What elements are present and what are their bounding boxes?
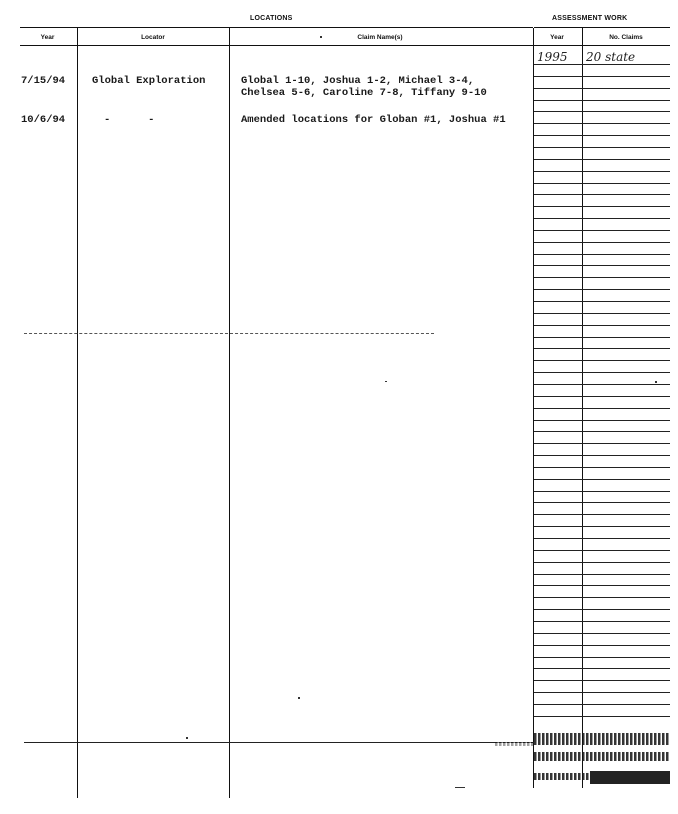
ruled-row-line <box>534 550 670 551</box>
ruled-row-line <box>534 526 670 527</box>
ruled-row-line <box>534 325 670 326</box>
scan-speck <box>320 36 322 38</box>
ruled-row-line <box>534 585 670 586</box>
ruled-row-line <box>534 479 670 480</box>
ruled-row-line <box>534 668 670 669</box>
ruled-row-line <box>534 123 670 124</box>
ruled-row-line <box>534 88 670 89</box>
ruled-row-line <box>534 100 670 101</box>
ruled-row-line <box>534 609 670 610</box>
entry-claims-line2: Chelsea 5-6, Caroline 7-8, Tiffany 9-10 <box>241 87 487 99</box>
divider-locator-claims <box>229 28 230 798</box>
header-bottom-rule <box>20 45 670 46</box>
assess-year-column-label: Year <box>550 34 564 41</box>
ruled-row-line <box>534 265 670 266</box>
ruled-row-line <box>534 491 670 492</box>
ruled-row-line <box>534 171 670 172</box>
year-column-label: Year <box>40 34 55 41</box>
header-top-rule <box>20 27 533 28</box>
bottom-rule <box>24 742 534 743</box>
scan-speck <box>186 737 188 739</box>
ruled-row-line <box>534 183 670 184</box>
scan-noise-band <box>534 752 670 761</box>
ruled-row-line <box>534 301 670 302</box>
entry-year: 10/6/94 <box>21 114 66 126</box>
ruled-row-line <box>534 420 670 421</box>
ruled-row-line <box>534 431 670 432</box>
no-claims-column-label: No. Claims <box>609 34 643 41</box>
ruled-row-line <box>534 443 670 444</box>
ruled-row-line <box>534 277 670 278</box>
ruled-row-line <box>534 313 670 314</box>
ruled-row-line <box>534 135 670 136</box>
scan-speck <box>298 697 300 699</box>
divider-year-locator <box>77 28 78 798</box>
ruled-row-line <box>534 657 670 658</box>
ruled-row-line <box>534 514 670 515</box>
ruled-row-line <box>534 76 670 77</box>
assess-header-top-rule <box>534 27 670 28</box>
entry-locator: - - <box>104 114 155 126</box>
ruled-row-line <box>534 538 670 539</box>
ruled-row-line <box>534 455 670 456</box>
ruled-row-line <box>534 716 670 717</box>
scan-speck <box>455 787 465 788</box>
ruled-row-line <box>534 692 670 693</box>
assess-year-handwritten: 1995 <box>537 50 568 64</box>
entry-year: 7/15/94 <box>21 75 66 87</box>
ruled-row-line <box>534 159 670 160</box>
ruled-row-line <box>534 147 670 148</box>
ruled-row-line <box>534 242 670 243</box>
assessment-work-header: ASSESSMENT WORK <box>552 15 628 22</box>
ruled-row-line <box>534 337 670 338</box>
ruled-row-line <box>534 194 670 195</box>
ruled-row-line <box>534 254 670 255</box>
ruled-row-line <box>534 111 670 112</box>
ruled-row-line <box>534 704 670 705</box>
ruled-row-line <box>534 384 670 385</box>
ruled-row-line <box>534 574 670 575</box>
ruled-row-line <box>534 633 670 634</box>
entry-locator: Global Exploration <box>92 75 206 87</box>
ruled-row-line <box>534 680 670 681</box>
ruled-row-line <box>534 467 670 468</box>
ruled-row-line <box>534 396 670 397</box>
scan-speck <box>655 381 657 383</box>
entry-claims-line1: Amended locations for Globan #1, Joshua #1 <box>241 114 506 126</box>
claim-names-column-label: Claim Name(s) <box>357 34 403 41</box>
ruled-row-line <box>534 64 670 65</box>
ruled-row-line <box>534 562 670 563</box>
ruled-row-line <box>534 621 670 622</box>
ruled-row-line <box>534 218 670 219</box>
ruled-row-line <box>534 597 670 598</box>
ruled-row-line <box>534 206 670 207</box>
scan-noise-band <box>534 733 670 745</box>
ruled-row-line <box>534 372 670 373</box>
scan-noise-band <box>534 773 590 780</box>
ruled-row-line <box>534 408 670 409</box>
ruled-row-line <box>534 230 670 231</box>
entry-claims-line1: Global 1-10, Joshua 1-2, Michael 3-4, <box>241 75 475 87</box>
locator-column-label: Locator <box>141 34 165 41</box>
scan-speck <box>385 381 387 382</box>
assess-claims-handwritten: 20 state <box>586 50 636 64</box>
locations-header: LOCATIONS <box>250 15 293 22</box>
ruled-row-line <box>534 645 670 646</box>
scan-dark-block <box>590 771 670 784</box>
scan-noise-band <box>495 742 533 746</box>
ruled-row-line <box>534 502 670 503</box>
ruled-row-line <box>534 289 670 290</box>
ruled-row-line <box>534 360 670 361</box>
ruled-row-line <box>534 348 670 349</box>
scan-artifact-line <box>24 333 434 335</box>
